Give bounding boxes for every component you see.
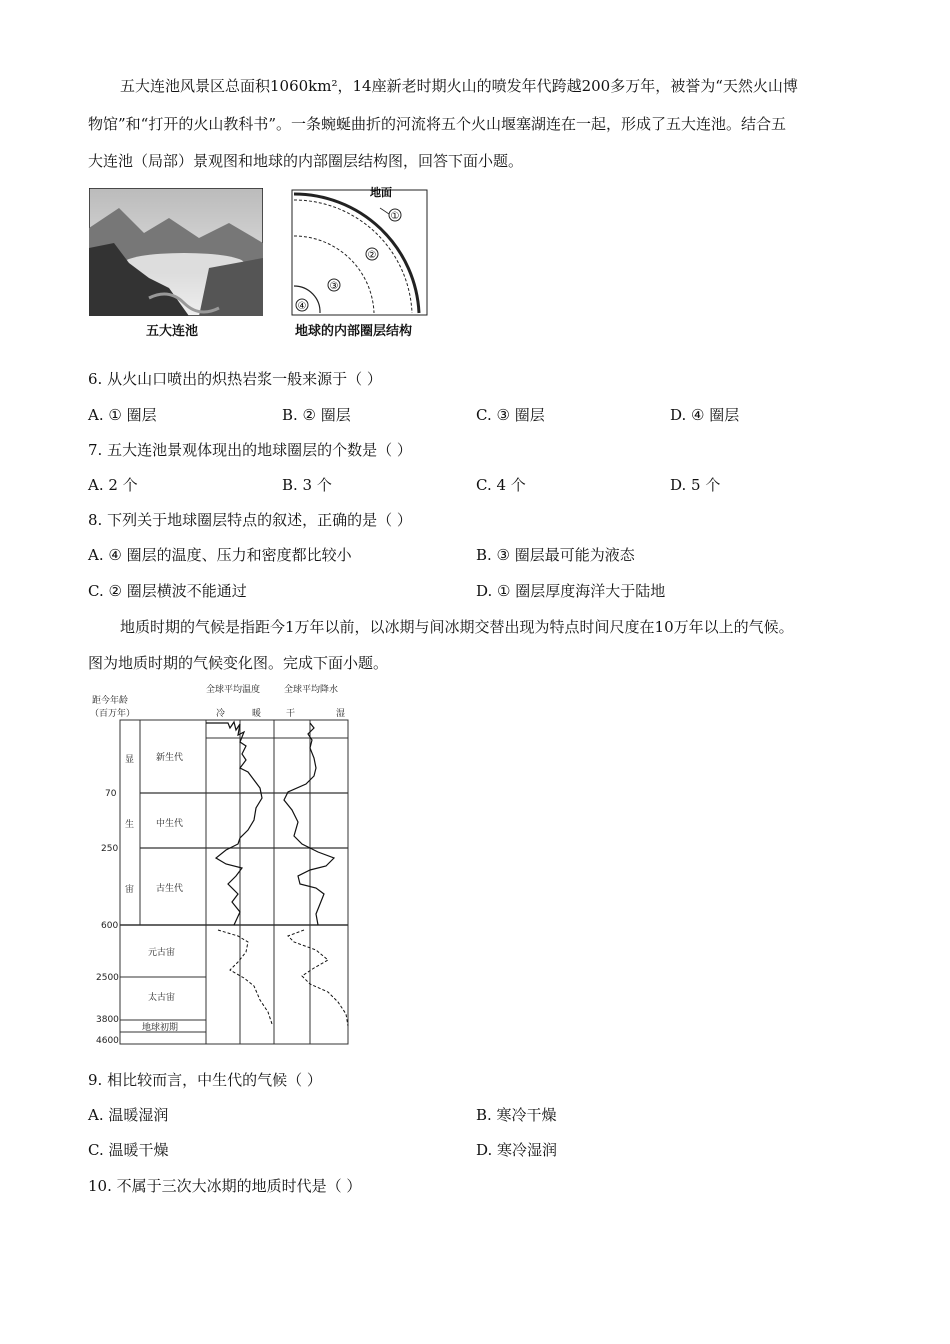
layer-3-label: ③ <box>329 281 339 292</box>
era-mesozoic: 中生代 <box>156 819 184 829</box>
climate-change-chart <box>88 680 358 1050</box>
photo-caption: 五大连池 <box>146 324 199 339</box>
q9-option-d[interactable]: D. 寒冷湿润 <box>476 1141 558 1159</box>
eon-char-2: 生 <box>125 820 135 830</box>
col-prec-title: 全球平均降水 <box>284 685 339 695</box>
q7-option-a[interactable]: A. 2 个 <box>88 476 138 494</box>
q8-stem: 8. 下列关于地球圈层特点的叙述，正确的是（ ） <box>88 511 412 529</box>
precipitation-curve <box>284 723 334 925</box>
eon-char-1: 显 <box>125 755 135 765</box>
passage2-line2: 图为地质时期的气候变化图。完成下面小题。 <box>88 654 389 672</box>
tick-250: 250 <box>101 844 119 854</box>
q9-option-c[interactable]: C. 温暖干燥 <box>88 1141 169 1159</box>
q10-stem: 10. 不属于三次大冰期的地质时代是（ ） <box>88 1177 362 1195</box>
eon-char-3: 宙 <box>125 885 135 895</box>
era-cenozoic: 新生代 <box>156 753 184 763</box>
era-proterozoic: 元古宙 <box>148 948 176 958</box>
tick-70: 70 <box>105 789 117 799</box>
col-temp-title: 全球平均温度 <box>206 685 261 695</box>
precipitation-curve-dashed <box>288 930 348 1026</box>
q8-option-b[interactable]: B. ③ 圈层最可能为液态 <box>476 546 635 564</box>
era-archean: 太古宙 <box>148 993 176 1003</box>
tick-600: 600 <box>101 921 119 931</box>
era-early-earth: 地球初期 <box>142 1023 179 1033</box>
passage1-line1: 五大连池风景区总面积1060km²，14座新老时期火山的喷发年代跨越200多万年，被誉为“天然火山博 <box>120 77 798 95</box>
q6-option-d[interactable]: D. ④ 圈层 <box>670 406 740 424</box>
axis-title-age: 距今年龄 <box>92 696 129 706</box>
q6-option-a[interactable]: A. ① 圈层 <box>88 406 157 424</box>
q8-option-a[interactable]: A. ④ 圈层的温度、压力和密度都比较小 <box>88 546 352 564</box>
prec-wet-label: 湿 <box>336 709 346 719</box>
q9-stem: 9. 相比较而言，中生代的气候（ ） <box>88 1071 322 1089</box>
passage1-line3: 大连池（局部）景观图和地球的内部圈层结构图，回答下面小题。 <box>88 152 524 170</box>
surface-label: 地面 <box>370 186 392 199</box>
temperature-curve <box>206 722 262 925</box>
q7-option-b[interactable]: B. 3 个 <box>282 476 332 494</box>
wudalianchi-photo <box>89 188 263 340</box>
layer-1-label: ① <box>390 211 400 222</box>
layer-2-label: ② <box>367 250 377 261</box>
q8-option-d[interactable]: D. ① 圈层厚度海洋大于陆地 <box>476 582 666 600</box>
axis-title-unit: （百万年） <box>90 709 136 719</box>
era-paleozoic: 古生代 <box>156 884 184 894</box>
temp-warm-label: 暖 <box>252 709 262 719</box>
layer-4-label: ④ <box>297 301 307 312</box>
q6-option-b[interactable]: B. ② 圈层 <box>282 406 351 424</box>
passage1-line2: 物馆”和“打开的火山教科书”。一条蜿蜒曲折的河流将五个火山堰塞湖连在一起，形成了五大连池。结合五 <box>88 115 787 133</box>
tick-4600: 4600 <box>96 1036 119 1046</box>
q6-option-c[interactable]: C. ③ 圈层 <box>476 406 545 424</box>
q7-option-c[interactable]: C. 4 个 <box>476 476 526 494</box>
passage2-line1: 地质时期的气候是指距今1万年以前，以冰期与间冰期交替出现为特点时间尺度在10万年以上的气候。 <box>120 618 794 636</box>
q6-stem: 6. 从火山口喷出的炽热岩浆一般来源于（ ） <box>88 370 382 388</box>
q9-option-a[interactable]: A. 温暖湿润 <box>88 1106 169 1124</box>
temperature-curve-dashed <box>218 930 272 1024</box>
diagram-caption: 地球的内部圈层结构 <box>295 324 413 339</box>
prec-dry-label: 干 <box>286 709 296 719</box>
q7-option-d[interactable]: D. 5 个 <box>670 476 721 494</box>
tick-3800: 3800 <box>96 1015 119 1025</box>
tick-2500: 2500 <box>96 973 119 983</box>
q9-option-b[interactable]: B. 寒冷干燥 <box>476 1106 557 1124</box>
earth-structure-diagram <box>290 186 430 318</box>
q8-option-c[interactable]: C. ② 圈层横波不能通过 <box>88 582 247 600</box>
q7-stem: 7. 五大连池景观体现出的地球圈层的个数是（ ） <box>88 441 412 459</box>
temp-cold-label: 冷 <box>216 709 226 719</box>
